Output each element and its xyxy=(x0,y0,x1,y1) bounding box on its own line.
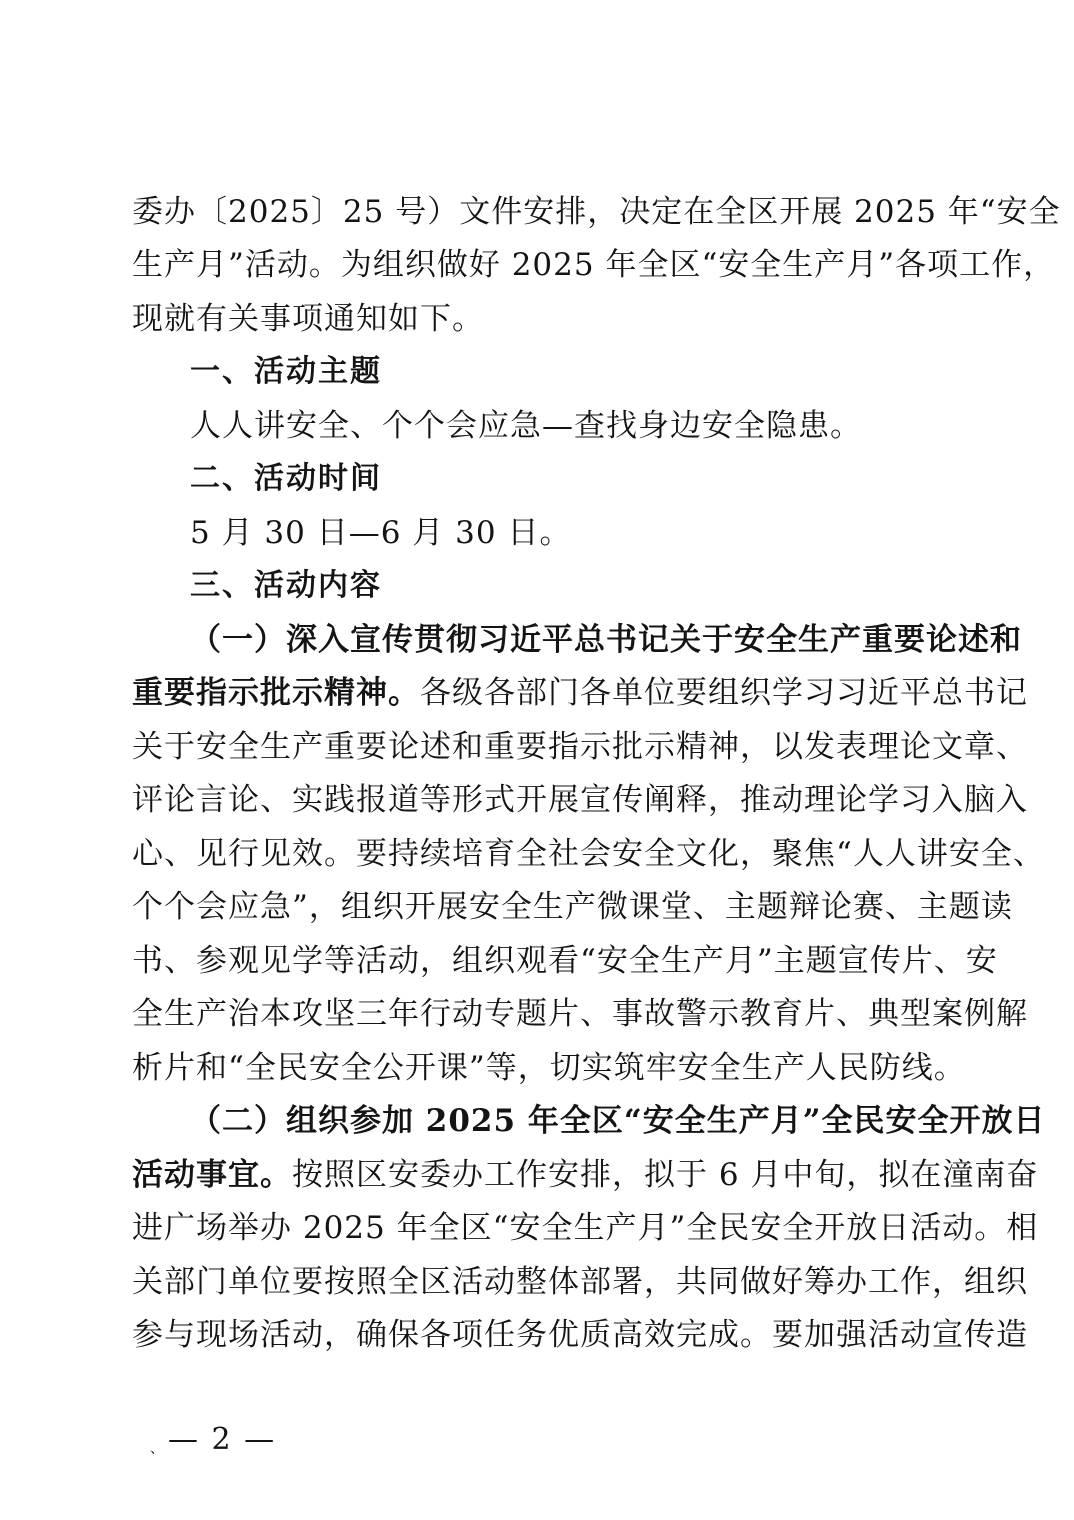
item1-title: （一）深入宣传贯彻习近平总书记关于安全生产重要论述和 xyxy=(190,622,1022,658)
item2-text: 按照区安委办工作安排，拟于 6 月中旬，拟在潼南奋 xyxy=(292,1157,1039,1193)
section-body-time: 5 月 30 日—6 月 30 日。 xyxy=(190,515,572,551)
item2-title: （二）组织参加 2025 年全区“安全生产月”全民安全开放日 xyxy=(190,1103,1046,1139)
section-heading-time: 二、活动时间 xyxy=(190,461,382,496)
item2-title-end: 活动事宜。 xyxy=(132,1157,292,1193)
paragraph-line: 全生产治本攻坚三年行动专题片、事故警示教育片、典型案例解 xyxy=(132,996,1028,1032)
paragraph-line: 心、见行见效。要持续培育全社会安全文化，聚焦“人人讲安全、 xyxy=(132,836,1045,872)
section-body-theme: 人人讲安全、个个会应急—查找身边安全隐患。 xyxy=(190,408,862,444)
item2-line xyxy=(132,1155,1039,1195)
paragraph-line: 现就有关事项通知如下。 xyxy=(132,301,484,337)
paragraph-line: 进广场举办 2025 年全区“安全生产月”全民安全开放日活动。相 xyxy=(132,1210,1039,1246)
page-footer xyxy=(150,1420,276,1469)
paragraph-line: 关于安全生产重要论述和重要指示批示精神，以发表理论文章、 xyxy=(132,729,1028,765)
paragraph-line: 关部门单位要按照全区活动整体部署，共同做好筹办工作，组织 xyxy=(132,1264,1028,1300)
section-heading-content: 三、活动内容 xyxy=(190,568,382,603)
paragraph-line: 生产月”活动。为组织做好 2025 年全区“安全生产月”各项工作， xyxy=(132,247,1056,283)
paragraph-line: 析片和“全民安全公开课”等，切实筑牢安全生产人民防线。 xyxy=(132,1050,966,1086)
item1-text: 各级各部门各单位要组织学习习近平总书记 xyxy=(420,675,1028,711)
item1-line xyxy=(132,673,1028,713)
paragraph-line: 评论言论、实践报道等形式开展宣传阐释，推动理论学习入脑入 xyxy=(132,782,1028,818)
paragraph-line: 参与现场活动，确保各项任务优质高效完成。要加强活动宣传造 xyxy=(132,1317,1028,1353)
paragraph-line: 个个会应急”，组织开展安全生产微课堂、主题辩论赛、主题读 xyxy=(132,889,1013,925)
section-heading-theme: 一、活动主题 xyxy=(190,354,382,389)
page-number: — 2 — xyxy=(168,1422,277,1457)
footer-mark: 、 xyxy=(150,1441,166,1457)
item1-title-end: 重要指示批示精神。 xyxy=(132,675,420,711)
paragraph-line: 书、参观见学等活动，组织观看“安全生产月”主题宣传片、安 xyxy=(132,943,998,979)
paragraph-line: 委办〔2025〕25 号）文件安排，决定在全区开展 2025 年“安全 xyxy=(132,194,1061,230)
